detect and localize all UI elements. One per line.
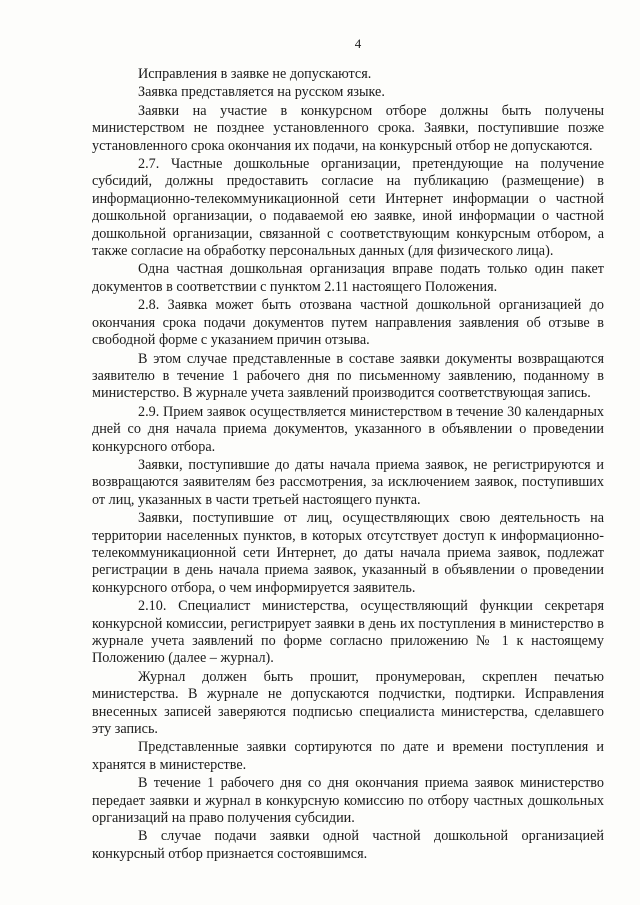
paragraph-5: Одна частная дошкольная организация вправе подать только один пакет документов в соответствии с пунктом 2.11 настоящего Положения. xyxy=(92,261,604,295)
paragraph-1: Исправления в заявке не допускаются. xyxy=(138,66,372,82)
paragraph-10: Заявки, поступившие от лиц, осуществляющих свою деятельность на территории населенных пунктов, в которых отсутствует доступ к информационно-телекоммуникационной сети Интернет, до даты начала приема заявок, подлежат регистрации в день начала приема заявок, указанный в объявлении о проведении конкурсного отбора, о чем информируется заявитель. xyxy=(92,510,604,596)
paragraph-7: В этом случае представленные в составе заявки документы возвращаются заявителю в течение 1 рабочего дня по письменному заявлению, поданному в министерство. В журнале учета заявлений производится соответствующая запись. xyxy=(92,350,604,402)
paragraph-11: 2.10. Специалист министерства, осуществляющий функции секретаря конкурсной комиссии, регистрирует заявки в день их поступления в министерство в журнале учета заявлений по форме согласно приложению № 1 к настоящему Положению (далее – журнал). xyxy=(92,598,604,667)
paragraph-14: В течение 1 рабочего дня со дня окончания приема заявок министерство передает заявки и журнал в конкурсную комиссию по отбору частных дошкольных организаций на право получения субсидии. xyxy=(92,775,604,827)
paragraph-12: Журнал должен быть прошит, пронумерован, скреплен печатью министерства. В журнале не допускаются подчистки, подтирки. Исправления внесенных записей заверяются подписью специалиста министерства, сделавшего эту запись. xyxy=(92,668,604,738)
page-number: 4 xyxy=(354,36,362,51)
paragraph-8: 2.9. Прием заявок осуществляется министерством в течение 30 календарных дней со дня начала приема документов, указанного в объявлении о проведении конкурсного отбора. xyxy=(92,403,604,455)
paragraph-15: В случае подачи заявки одной частной дошкольной организацией конкурсный отбор признается состоявшимся. xyxy=(92,828,604,862)
paragraph-3: Заявки на участие в конкурсном отборе должны быть получены министерством не позднее установленного срока. Заявки, поступившие позже установленного срока окончания их подачи, на конкурсный отбор не допускаются. xyxy=(92,102,604,154)
paragraph-2: Заявка представляется на русском языке. xyxy=(138,84,385,101)
paragraph-4: 2.7. Частные дошкольные организации, претендующие на получение субсидий, должны предоставить согласие на публикацию (размещение) в информационно-телекоммуникационной сети Интернет информации о частной дошкольной организации, о подаваемой ею заявке, иной информации о частной дошкольной организации, связанной с соответствующим конкурсным отбором, а также согласие на обработку персональных данных (для физического лица). xyxy=(92,156,604,260)
paragraph-9: Заявки, поступившие до даты начала приема заявок, не регистрируются и возвращаются заявителям без рассмотрения, за исключением заявок, поступивших от лиц, указанных в части третьей настоящего пункта. xyxy=(92,456,604,508)
paragraph-6: 2.8. Заявка может быть отозвана частной дошкольной организацией до окончания срока подачи документов путем направления заявления об отзыве в свободной форме с указанием причин отзыва. xyxy=(92,297,604,349)
paragraph-13: Представленные заявки сортируются по дате и времени поступления и хранятся в министерстве. xyxy=(92,739,604,773)
